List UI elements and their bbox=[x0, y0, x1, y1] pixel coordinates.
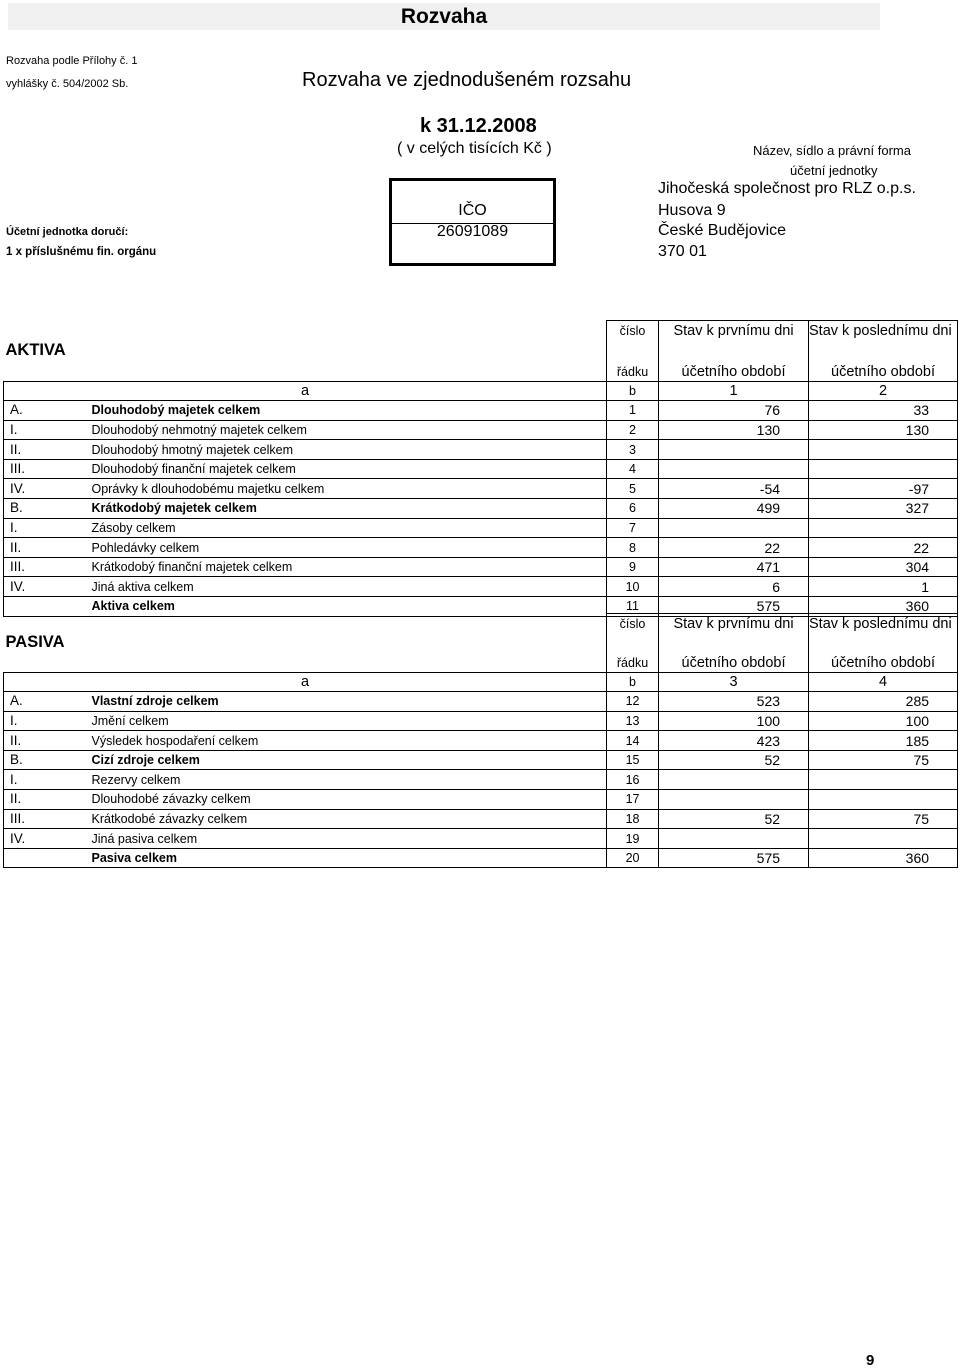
row-number: 8 bbox=[607, 538, 659, 558]
row-number: 4 bbox=[607, 459, 659, 479]
pasiva-hdr-last-2: účetního období bbox=[809, 635, 958, 672]
row-number: 13 bbox=[607, 711, 659, 731]
row-mark: B. bbox=[4, 499, 88, 519]
entity-label-2: účetní jednotky bbox=[790, 163, 878, 178]
row-label: Dlouhodobý hmotný majetek celkem bbox=[88, 440, 607, 460]
row-number: 1 bbox=[607, 401, 659, 421]
aktiva-col-b: b bbox=[607, 381, 659, 401]
row-number: 10 bbox=[607, 577, 659, 597]
table-row bbox=[4, 809, 958, 829]
row-value-last bbox=[809, 790, 958, 810]
table-row bbox=[4, 518, 958, 538]
row-value-first: 575 bbox=[659, 597, 809, 617]
pasiva-col-3: 3 bbox=[659, 672, 809, 692]
row-number: 5 bbox=[607, 479, 659, 499]
row-label: Vlastní zdroje celkem bbox=[88, 692, 607, 712]
row-value-last: 360 bbox=[809, 848, 958, 868]
row-value-last bbox=[809, 459, 958, 479]
row-label: Pohledávky celkem bbox=[88, 538, 607, 558]
row-mark: III. bbox=[4, 459, 88, 479]
row-label: Aktiva celkem bbox=[88, 597, 607, 617]
table-row bbox=[4, 479, 958, 499]
table-row bbox=[4, 499, 958, 519]
row-value-last: 1 bbox=[809, 577, 958, 597]
row-mark: II. bbox=[4, 538, 88, 558]
aktiva-hdr-first-1: Stav k prvnímu dni bbox=[659, 321, 809, 342]
delivery-line2: 1 x příslušnému fin. orgánu bbox=[6, 246, 157, 258]
row-label: Rezervy celkem bbox=[88, 770, 607, 790]
row-value-first: 52 bbox=[659, 750, 809, 770]
row-value-first bbox=[659, 518, 809, 538]
row-value-last: 75 bbox=[809, 750, 958, 770]
row-label: Zásoby celkem bbox=[88, 518, 607, 538]
row-number: 16 bbox=[607, 770, 659, 790]
row-label: Jiná aktiva celkem bbox=[88, 577, 607, 597]
row-value-last bbox=[809, 518, 958, 538]
row-mark: I. bbox=[4, 420, 88, 440]
row-value-first: -54 bbox=[659, 479, 809, 499]
row-value-last: 304 bbox=[809, 557, 958, 577]
row-label: Jmění celkem bbox=[88, 711, 607, 731]
row-value-first: 130 bbox=[659, 420, 809, 440]
row-value-last: 100 bbox=[809, 711, 958, 731]
row-number: 20 bbox=[607, 848, 659, 868]
row-number: 6 bbox=[607, 499, 659, 519]
ico-value: 26091089 bbox=[436, 223, 509, 240]
table-row bbox=[4, 711, 958, 731]
row-mark: A. bbox=[4, 692, 88, 712]
row-mark: IV. bbox=[4, 829, 88, 849]
aktiva-hdr-first-2: účetního období bbox=[659, 342, 809, 381]
row-mark: IV. bbox=[4, 479, 88, 499]
aktiva-col-2: 2 bbox=[809, 381, 958, 401]
entity-name: Jihočeská společnost pro RLZ o.p.s. bbox=[658, 180, 916, 197]
row-value-last: 185 bbox=[809, 731, 958, 751]
row-value-first: 22 bbox=[659, 538, 809, 558]
row-value-last: -97 bbox=[809, 479, 958, 499]
table-row bbox=[4, 538, 958, 558]
pasiva-col-a: a bbox=[4, 672, 607, 692]
row-value-first: 499 bbox=[659, 499, 809, 519]
row-value-last: 130 bbox=[809, 420, 958, 440]
table-row bbox=[4, 577, 958, 597]
row-number: 15 bbox=[607, 750, 659, 770]
row-number: 12 bbox=[607, 692, 659, 712]
aktiva-hdr-num-1: číslo bbox=[607, 321, 659, 342]
delivery-line1: Účetní jednotka doručí: bbox=[6, 226, 129, 238]
ico-box bbox=[389, 178, 556, 266]
row-value-last: 75 bbox=[809, 809, 958, 829]
aktiva-col-a: a bbox=[4, 381, 607, 401]
row-number: 7 bbox=[607, 518, 659, 538]
legal-ref-line1: Rozvaha podle Přílohy č. 1 bbox=[6, 55, 138, 67]
row-label: Dlouhodobý majetek celkem bbox=[88, 401, 607, 421]
row-label: Krátkodobé závazky celkem bbox=[88, 809, 607, 829]
aktiva-title: AKTIVA bbox=[5, 341, 66, 359]
aktiva-hdr-num-2: řádku bbox=[607, 342, 659, 381]
table-row bbox=[4, 692, 958, 712]
entity-label-1: Název, sídlo a právní forma bbox=[753, 143, 911, 158]
row-value-first: 471 bbox=[659, 557, 809, 577]
row-value-last: 22 bbox=[809, 538, 958, 558]
row-value-last bbox=[809, 770, 958, 790]
aktiva-hdr-last-2: účetního období bbox=[809, 342, 958, 381]
row-label: Krátkodobý majetek celkem bbox=[88, 499, 607, 519]
table-row bbox=[4, 731, 958, 751]
aktiva-hdr-last-1: Stav k poslednímu dni bbox=[809, 321, 958, 342]
pasiva-hdr-num-1: číslo bbox=[607, 614, 659, 635]
table-row bbox=[4, 770, 958, 790]
row-mark: IV. bbox=[4, 577, 88, 597]
row-label: Dlouhodobý finanční majetek celkem bbox=[88, 459, 607, 479]
row-value-first bbox=[659, 770, 809, 790]
row-label: Dlouhodobý nehmotný majetek celkem bbox=[88, 420, 607, 440]
pasiva-hdr-first-1: Stav k prvnímu dni bbox=[659, 614, 809, 635]
table-row bbox=[4, 790, 958, 810]
pasiva-title: PASIVA bbox=[5, 633, 65, 651]
row-value-last: 285 bbox=[809, 692, 958, 712]
row-mark: I. bbox=[4, 711, 88, 731]
row-number: 19 bbox=[607, 829, 659, 849]
table-row bbox=[4, 440, 958, 460]
report-date: k 31.12.2008 bbox=[420, 115, 537, 137]
row-number: 9 bbox=[607, 557, 659, 577]
pasiva-col-b: b bbox=[607, 672, 659, 692]
table-row bbox=[4, 459, 958, 479]
document-heading: Rozvaha ve zjednodušeném rozsahu bbox=[302, 69, 632, 91]
pasiva-hdr-num-2: řádku bbox=[607, 635, 659, 672]
row-mark: II. bbox=[4, 440, 88, 460]
row-value-first: 575 bbox=[659, 848, 809, 868]
row-mark: III. bbox=[4, 557, 88, 577]
row-number: 3 bbox=[607, 440, 659, 460]
row-label: Cizí zdroje celkem bbox=[88, 750, 607, 770]
row-label: Jiná pasiva celkem bbox=[88, 829, 607, 849]
pasiva-table bbox=[3, 613, 958, 868]
row-label: Pasiva celkem bbox=[88, 848, 607, 868]
row-value-first bbox=[659, 440, 809, 460]
row-label: Dlouhodobé závazky celkem bbox=[88, 790, 607, 810]
row-value-first bbox=[659, 829, 809, 849]
page-number: 9 bbox=[866, 1352, 875, 1369]
row-mark: A. bbox=[4, 401, 88, 421]
row-value-first bbox=[659, 790, 809, 810]
table-row bbox=[4, 829, 958, 849]
row-value-first: 423 bbox=[659, 731, 809, 751]
table-row bbox=[4, 420, 958, 440]
row-number: 14 bbox=[607, 731, 659, 751]
units-note: ( v celých tisících Kč ) bbox=[397, 140, 552, 157]
pasiva-hdr-first-2: účetního období bbox=[659, 635, 809, 672]
row-value-last bbox=[809, 440, 958, 460]
table-row bbox=[4, 750, 958, 770]
row-value-first: 76 bbox=[659, 401, 809, 421]
row-mark: I. bbox=[4, 770, 88, 790]
row-number: 18 bbox=[607, 809, 659, 829]
legal-ref-line2: vyhlášky č. 504/2002 Sb. bbox=[6, 78, 129, 90]
row-mark: I. bbox=[4, 518, 88, 538]
row-value-first bbox=[659, 459, 809, 479]
row-number: 11 bbox=[607, 597, 659, 617]
row-label: Oprávky k dlouhodobému majetku celkem bbox=[88, 479, 607, 499]
row-number: 17 bbox=[607, 790, 659, 810]
entity-city: České Budějovice bbox=[658, 222, 787, 239]
row-mark: II. bbox=[4, 790, 88, 810]
row-mark: B. bbox=[4, 750, 88, 770]
aktiva-table bbox=[3, 320, 958, 617]
row-value-first: 100 bbox=[659, 711, 809, 731]
row-mark: II. bbox=[4, 731, 88, 751]
aktiva-col-1: 1 bbox=[659, 381, 809, 401]
pasiva-hdr-last-1: Stav k poslednímu dni bbox=[809, 614, 958, 635]
table-row bbox=[4, 401, 958, 421]
table-row bbox=[4, 848, 958, 868]
row-value-last: 360 bbox=[809, 597, 958, 617]
row-value-last: 327 bbox=[809, 499, 958, 519]
row-label: Výsledek hospodaření celkem bbox=[88, 731, 607, 751]
row-mark: III. bbox=[4, 809, 88, 829]
ico-label: IČO bbox=[458, 202, 487, 219]
table-row bbox=[4, 557, 958, 577]
page-title: Rozvaha bbox=[8, 3, 880, 30]
row-mark bbox=[4, 848, 88, 868]
row-value-first: 523 bbox=[659, 692, 809, 712]
row-label: Krátkodobý finanční majetek celkem bbox=[88, 557, 607, 577]
entity-street: Husova 9 bbox=[658, 202, 726, 219]
pasiva-title-cell bbox=[4, 614, 607, 673]
aktiva-title-cell bbox=[4, 321, 607, 382]
row-value-first: 52 bbox=[659, 809, 809, 829]
row-number: 2 bbox=[607, 420, 659, 440]
row-value-last bbox=[809, 829, 958, 849]
row-value-last: 33 bbox=[809, 401, 958, 421]
pasiva-col-4: 4 bbox=[809, 672, 958, 692]
entity-zip: 370 01 bbox=[658, 243, 707, 260]
row-value-first: 6 bbox=[659, 577, 809, 597]
